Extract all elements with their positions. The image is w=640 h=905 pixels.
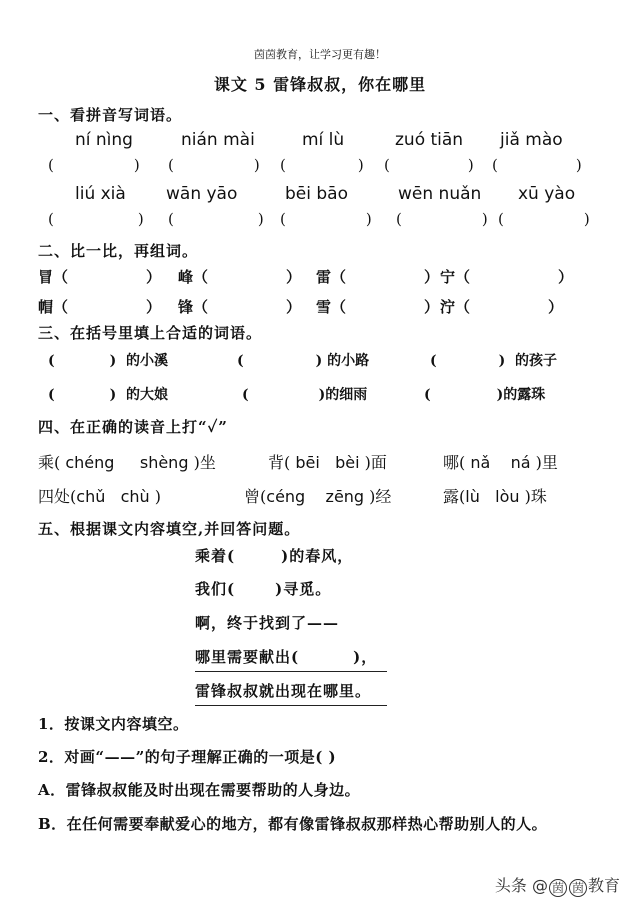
pinyin-1-4: zuó tiān: [395, 130, 464, 150]
answer-box-2-2[interactable]: ( ): [168, 210, 264, 228]
answer-box-1-1[interactable]: ( ): [48, 156, 140, 174]
watermark: 头条 @ 茵 茵 教育: [494, 876, 620, 895]
compare-2-4[interactable]: 泞（ ）: [440, 298, 564, 316]
answer-box-2-1[interactable]: ( ): [48, 210, 144, 228]
reading-item-3: 哪( nǎ ná )里: [443, 453, 558, 472]
pinyin-2-1: liú xià: [75, 184, 126, 204]
answer-box-1-3[interactable]: ( ): [280, 156, 364, 174]
compare-1-4[interactable]: 宁（ ）: [440, 268, 574, 286]
section1-heading: 一、看拼音写词语。: [38, 106, 183, 124]
reading-option-a[interactable]: nǎ: [470, 453, 491, 472]
reading-option-a[interactable]: céng: [266, 487, 306, 506]
question-2: 2．对画“——”的句子理解正确的一项是( ): [38, 748, 337, 766]
fill-1-3[interactable]: ( ) 的孩子: [430, 353, 557, 369]
pinyin-1-1: ní nìng: [75, 130, 133, 150]
fill-2-1[interactable]: ( ) 的大娘: [48, 387, 168, 403]
answer-box-1-5[interactable]: ( ): [492, 156, 582, 174]
section3-heading: 三、在括号里填上合适的词语。: [38, 324, 263, 342]
reading-option-a[interactable]: chǔ: [76, 487, 106, 506]
reading-option-b[interactable]: bèi: [335, 453, 360, 472]
reading-option-b[interactable]: lòu: [495, 487, 520, 506]
poem-line-4[interactable]: 哪里需要献出( )，: [195, 646, 387, 672]
pinyin-2-4: wēn nuǎn: [398, 184, 482, 204]
reading-option-a[interactable]: chéng: [65, 453, 115, 472]
pinyin-2-5: xū yào: [518, 184, 576, 204]
answer-box-2-5[interactable]: ( ): [498, 210, 590, 228]
fill-2-2[interactable]: ( )的细雨: [242, 387, 368, 403]
compare-1-3[interactable]: 雷（ ）: [316, 268, 440, 286]
answer-box-2-4[interactable]: ( ): [396, 210, 488, 228]
compare-2-3[interactable]: 雪（ ）: [316, 298, 440, 316]
reading-option-b[interactable]: zēng: [325, 487, 365, 506]
pinyin-1-2: nián mài: [181, 130, 255, 150]
answer-box-2-3[interactable]: ( ): [280, 210, 372, 228]
poem-line-1[interactable]: 乘着( )的春风，: [195, 547, 354, 565]
fill-1-1[interactable]: ( ) 的小溪: [48, 353, 168, 369]
fill-2-3[interactable]: ( )的露珠: [424, 387, 546, 403]
answer-box-1-2[interactable]: ( ): [168, 156, 260, 174]
reading-item-1: 乘( chéng shèng )坐: [38, 453, 216, 472]
compare-2-1[interactable]: 帽（ ）: [38, 298, 162, 316]
reading-option-b[interactable]: ná: [510, 453, 531, 472]
pinyin-1-3: mí lù: [302, 130, 345, 150]
header-slogan: 茵茵教育，让学习更有趣！: [254, 48, 386, 61]
reading-item-5: 曾(céng zēng )经: [244, 487, 392, 506]
reading-option-a[interactable]: bēi: [295, 453, 320, 472]
poem-line-5: 雷锋叔叔就出现在哪里。: [195, 680, 387, 706]
question-1: 1．按课文内容填空。: [38, 715, 189, 733]
answer-box-1-4[interactable]: ( ): [384, 156, 474, 174]
section2-heading: 二、比一比，再组词。: [38, 242, 199, 260]
section5-heading: 五、根据课文内容填空,并回答问题。: [38, 520, 301, 538]
page-title: 课文 5 雷锋叔叔，你在哪里: [213, 75, 427, 94]
reading-option-a[interactable]: lù: [465, 487, 480, 506]
reading-option-b[interactable]: shèng: [139, 453, 189, 472]
reading-item-6: 露(lù lòu )珠: [443, 487, 547, 506]
pinyin-2-3: bēi bāo: [285, 184, 348, 204]
pinyin-2-2: wān yāo: [166, 184, 238, 204]
poem-line-3: 啊，终于找到了——: [195, 614, 340, 632]
poem-line-2[interactable]: 我们( )寻觅。: [195, 580, 332, 598]
option-b[interactable]: B．在任何需要奉献爱心的地方，都有像雷锋叔叔那样热心帮助别人的人。: [38, 815, 548, 833]
reading-item-4: 四处(chǔ chù ): [38, 487, 162, 506]
fill-1-2[interactable]: ( ) 的小路: [237, 353, 370, 369]
compare-2-2[interactable]: 锋（ ）: [178, 298, 302, 316]
compare-1-2[interactable]: 峰（ ）: [178, 268, 302, 286]
section4-heading: 四、在正确的读音上打“✓”: [38, 418, 228, 436]
option-a[interactable]: A．雷锋叔叔能及时出现在需要帮助的人身边。: [38, 781, 361, 799]
compare-1-1[interactable]: 冒（ ）: [38, 268, 162, 286]
pinyin-1-5: jiǎ mào: [500, 130, 563, 150]
reading-option-b[interactable]: chù: [120, 487, 150, 506]
reading-item-2: 背( bēi bèi )面: [268, 453, 387, 472]
